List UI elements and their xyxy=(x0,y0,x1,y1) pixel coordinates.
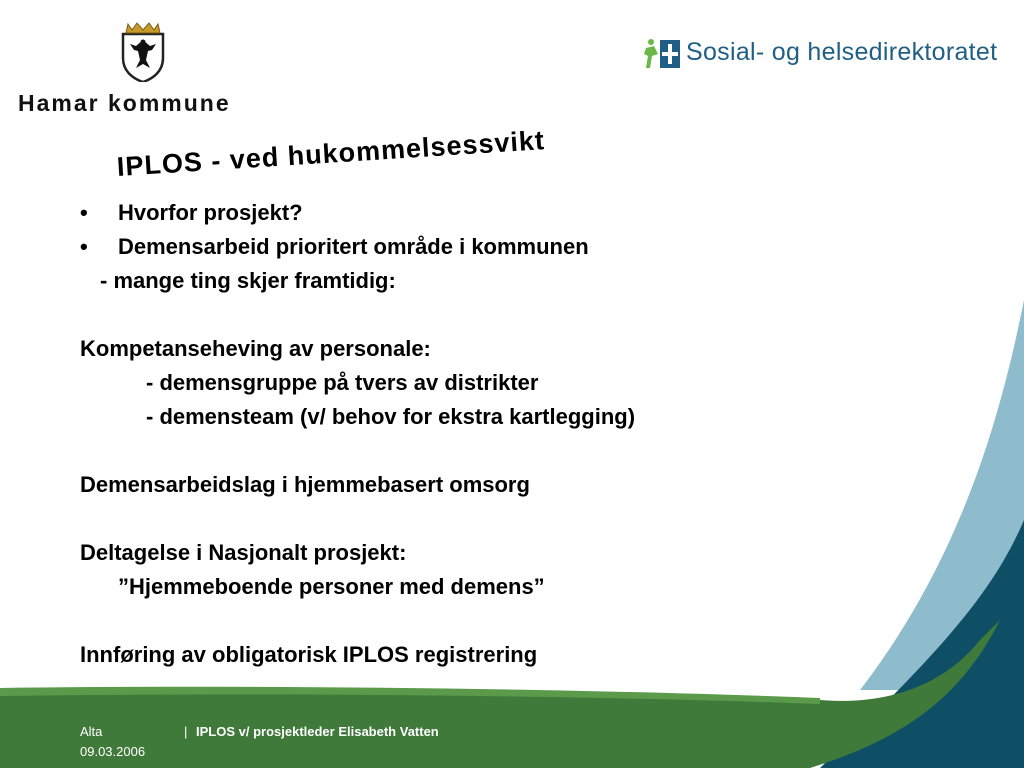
sosial-og-helsedirektoratet-logo xyxy=(644,34,1004,74)
coat-of-arms-icon xyxy=(118,20,168,82)
slide-body xyxy=(80,196,635,672)
helsedirektoratet-wordmark: Sosial- og helsedirektoratet xyxy=(686,38,998,66)
section-heading: Innføring av obligatorisk IPLOS registrering xyxy=(80,642,538,667)
section-item: - demensgruppe på tvers av distrikter xyxy=(146,370,539,395)
hamar-kommune-wordmark: Hamar kommune xyxy=(18,90,231,116)
section-item: - demensteam (v/ behov for ekstra kartlegging) xyxy=(146,404,636,429)
footer-separator: | xyxy=(184,724,188,739)
bullet-dot-icon: • xyxy=(80,234,88,259)
section-heading: Deltagelse i Nasjonalt prosjekt: xyxy=(80,540,407,565)
section-heading: Demensarbeidslag i hjemmebasert omsorg xyxy=(80,472,530,497)
footer-title: IPLOS v/ prosjektleder Elisabeth Vatten xyxy=(196,724,439,739)
bullet-dot-icon: • xyxy=(80,200,88,225)
sub-line: - mange ting skjer framtidig: xyxy=(100,268,396,293)
bullet-item: • Demensarbeid prioritert område i kommunen xyxy=(80,230,635,264)
footer-location: Alta xyxy=(80,724,103,739)
footer-date: 09.03.2006 xyxy=(80,744,146,759)
section-heading: Kompetanseheving av personale: xyxy=(80,336,431,361)
helsedirektoratet-symbol-icon xyxy=(644,36,682,72)
slide-title: IPLOS - ved hukommelsessvikt xyxy=(116,125,546,183)
section-item: ”Hjemmeboende personer med demens” xyxy=(118,574,545,599)
bullet-item: • Hvorfor prosjekt? xyxy=(80,196,635,230)
hamar-kommune-logo xyxy=(14,18,254,118)
